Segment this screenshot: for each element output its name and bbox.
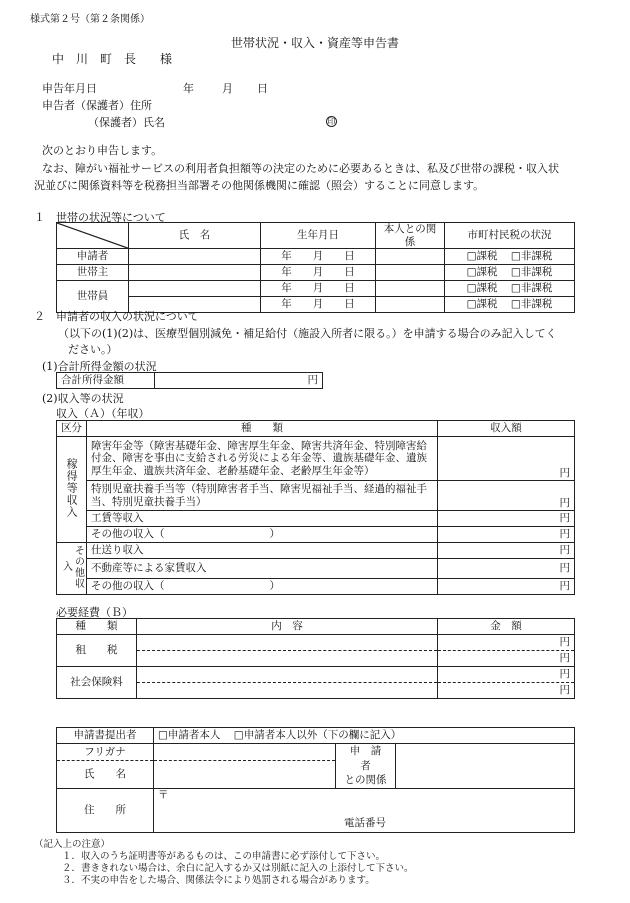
subsection2-heading: (2)収入等の状況 — [42, 392, 124, 405]
row-label-applicant: 申請者 — [57, 249, 129, 265]
income-amount-field[interactable]: 円 — [438, 559, 575, 579]
expense-amount-field[interactable]: 円 — [438, 651, 575, 667]
section2-heading: ２ 申請者の収入の状況について — [34, 310, 199, 323]
name-label: 氏 名 — [57, 761, 154, 789]
total-income-label: 合計所得金額 — [57, 373, 155, 389]
other-income-label: その他収入 — [60, 544, 84, 589]
submitter-label: 申請書提出者 — [57, 728, 154, 744]
expense-amount-field[interactable]: 円 — [438, 683, 575, 699]
row-label-member: 世帯員 — [57, 281, 129, 313]
non-taxed-checkbox[interactable]: □非課税 — [510, 250, 553, 263]
table-row — [57, 543, 575, 559]
other-checkbox[interactable]: □申請者本人以外（下の欄に記入） — [233, 729, 402, 742]
table-row — [57, 667, 575, 683]
taxed-checkbox[interactable]: □課税 — [466, 298, 498, 311]
table-row — [57, 527, 575, 543]
table-row — [57, 559, 575, 579]
date-label: 申告年月日 — [42, 82, 97, 95]
furigana-label: フリガナ — [57, 744, 154, 761]
table-row — [57, 249, 575, 265]
intro-line-3: 況並びに関係資料等を税務担当部署その他関係機関に確認（照会）することに同意します。 — [34, 179, 485, 192]
seal-mark: 印 — [327, 117, 336, 126]
expense-tax-label: 租 税 — [57, 635, 137, 667]
date-year: 年 — [183, 82, 194, 95]
expense-content-field[interactable] — [137, 635, 438, 651]
income-type-allowance: 特別児童扶養手当等（特別障害者手当、障害児福祉手当、経過的福祉手当、特別児童扶養手当） — [87, 481, 438, 511]
name-field[interactable] — [129, 249, 261, 265]
income-type-rent: 不動産等による家賃収入 — [87, 559, 438, 579]
name-field[interactable] — [129, 281, 261, 297]
table-row — [57, 281, 575, 297]
header-name: 氏 名 — [129, 223, 261, 249]
table-row — [57, 635, 575, 651]
taxed-checkbox[interactable]: □課税 — [466, 282, 498, 295]
expense-insurance-label: 社会保険料 — [57, 667, 137, 699]
phone-label: 電話番号 — [344, 817, 386, 830]
date-day: 日 — [257, 82, 268, 95]
income-type-remittance: 仕送り収入 — [87, 543, 438, 559]
furigana-field[interactable] — [154, 744, 336, 761]
page-title: 世帯状況・収入・資産等申告書 — [230, 36, 399, 50]
address-label: 住 所 — [57, 789, 154, 833]
income-title: 収入（Ａ）（年収） — [56, 407, 150, 420]
expense-header-amount: 金 額 — [438, 619, 575, 635]
income-type-pension: 障害年金等（障害基礎年金、障害厚生年金、障害共済年金、特別障害給付金、障害を事由に支給される労災による年金等、遺族基礎年金、遺族厚生年金、遺族共済年金、老齢基礎年金、老齢厚生年金等） — [87, 437, 438, 481]
birthdate-field[interactable]: 年 月 日 — [261, 249, 376, 265]
relation-field[interactable] — [376, 265, 445, 281]
table-row — [57, 511, 575, 527]
relation-field[interactable] — [396, 744, 575, 789]
non-taxed-checkbox[interactable]: □非課税 — [510, 298, 553, 311]
household-table — [56, 222, 575, 313]
relation-label: 申 請 者 との関係 — [336, 744, 396, 789]
expense-title: 必要経費（Ｂ） — [56, 606, 133, 619]
income-amount-field[interactable]: 円 — [438, 511, 575, 527]
header-relation: 本人との関係 — [376, 223, 445, 249]
section2-note-2: ださい。） — [68, 343, 118, 356]
expense-table — [56, 618, 575, 699]
income-type-other-2: その他の収入（ ） — [87, 579, 438, 595]
relation-field[interactable] — [376, 281, 445, 297]
postal-mark: 〒 — [158, 789, 169, 802]
birthdate-field[interactable]: 年 月 日 — [261, 265, 376, 281]
yen-unit: 円 — [307, 374, 318, 387]
table-row — [57, 481, 575, 511]
header-birthdate: 生年月日 — [261, 223, 376, 249]
submitter-table — [56, 727, 575, 833]
non-taxed-checkbox[interactable]: □非課税 — [510, 282, 553, 295]
expense-amount-field[interactable]: 円 — [438, 667, 575, 683]
address-field[interactable] — [154, 789, 575, 833]
note-item: １．収入のうち証明書等があるものは、この申請書に必ず添付して下さい。 — [62, 851, 386, 862]
intro-line-2: なお、障がい福祉サービスの利用者負担額等の決定のために必要あるときは、私及び世帯の課税・収入状 — [42, 162, 559, 175]
header-amount: 収入額 — [438, 421, 575, 437]
total-income-table — [56, 372, 323, 389]
birthdate-field[interactable]: 年 月 日 — [261, 281, 376, 297]
addressee: 中 川 町 長 様 — [52, 52, 173, 66]
subsection1-heading: (1)合計所得金額の状況 — [42, 360, 157, 373]
income-amount-field[interactable]: 円 — [438, 527, 575, 543]
header-type: 種 類 — [87, 421, 438, 437]
header-tax-status: 市町村民税の状況 — [445, 223, 575, 249]
section1-heading: １ 世帯の状況等について — [34, 211, 166, 224]
taxed-checkbox[interactable]: □課税 — [466, 250, 498, 263]
intro-line-1: 次のとおり申告します。 — [42, 144, 163, 157]
income-amount-field[interactable]: 円 — [438, 481, 575, 511]
income-amount-field[interactable]: 円 — [438, 579, 575, 595]
expense-content-field[interactable] — [137, 651, 438, 667]
expense-amount-field[interactable]: 円 — [438, 635, 575, 651]
table-row — [57, 265, 575, 281]
income-amount-field[interactable]: 円 — [438, 543, 575, 559]
row-label-householder: 世帯主 — [57, 265, 129, 281]
relation-field[interactable] — [376, 249, 445, 265]
earned-income-label: 稼得等収入 — [65, 457, 79, 518]
table-row — [57, 437, 575, 481]
date-month: 月 — [222, 82, 233, 95]
applicant-address-label: 申告者（保護者）住所 — [42, 99, 152, 112]
relation-field[interactable] — [376, 297, 445, 313]
income-table — [56, 420, 575, 595]
income-type-other-1: その他の収入（ ） — [87, 527, 438, 543]
expense-content-field[interactable] — [137, 667, 438, 683]
non-taxed-checkbox[interactable]: □非課税 — [510, 266, 553, 279]
header-category: 区分 — [57, 421, 87, 437]
expense-header-type: 種 類 — [57, 619, 137, 635]
form-number: 様式第２号（第２条関係） — [30, 14, 150, 25]
expense-content-field[interactable] — [137, 683, 438, 699]
note-item: ３．不実の申告をした場合、関係法令により処罰される場合があります。 — [62, 875, 375, 886]
name-field[interactable] — [154, 761, 336, 789]
income-amount-field[interactable]: 円 — [438, 437, 575, 481]
taxed-checkbox[interactable]: □課税 — [466, 266, 498, 279]
income-type-wages: 工賃等収入 — [87, 511, 438, 527]
expense-header-content: 内 容 — [137, 619, 438, 635]
notes-heading: （記入上の注意） — [34, 839, 111, 850]
birthdate-field[interactable]: 年 月 日 — [261, 297, 376, 313]
total-income-field[interactable] — [155, 373, 323, 389]
note-item: ２．書ききれない場合は、余白に記入するか又は別紙に記入の上添付して下さい。 — [62, 863, 414, 874]
name-field[interactable] — [129, 265, 261, 281]
section2-note-1: （以下の(1)(2)は、医療型個別減免・補足給付（施設入所者に限る。）を申請する場合のみ記入してく — [58, 327, 557, 340]
applicant-name-label: （保護者）氏名 — [88, 116, 165, 129]
diagonal-header-cell — [57, 223, 129, 249]
table-row — [57, 579, 575, 595]
self-checkbox[interactable]: □申請者本人 — [158, 729, 221, 742]
